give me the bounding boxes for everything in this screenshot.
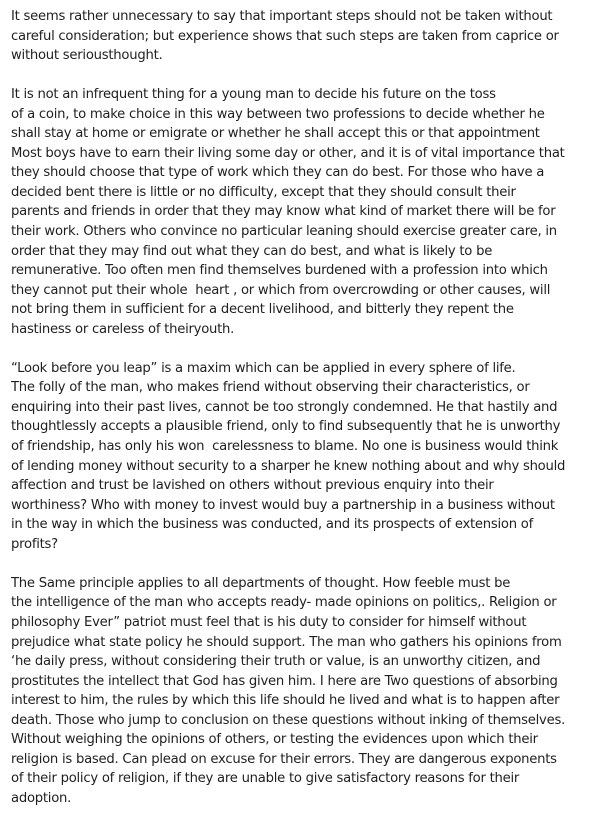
text-line: they should choose that type of work which they can do best. For those who have a — [11, 165, 545, 181]
text-line: order that they may find out what they can do best, and what is likely to be — [11, 243, 493, 259]
text-line: death. Those who jump to conclusion on these questions without inking of themselves. — [11, 712, 566, 728]
text-line: interest to him, the rules by which this life should he lived and what is to happen after — [11, 693, 560, 709]
text-line: worthiness? Who with money to invest would buy a partnership in a business without — [11, 497, 555, 513]
text-line: parents and friends in order that they may know what kind of market there will be for — [11, 204, 556, 220]
text-line: The Same principle applies to all departments of thought. How feeble must be — [11, 575, 511, 591]
text-line: not bring them in sufficient for a decent livelihood, and bitterly they repent the — [11, 302, 514, 318]
text-line: of lending money without security to a sharper he knew nothing about and why should — [11, 458, 566, 474]
text-line: Most boys have to earn their living some day or other, and it is of vital importance that — [11, 145, 565, 161]
text-line: of a coin, to make choice in this way between two professions to decide whether he — [11, 106, 545, 122]
text-line: they cannot put their whole heart , or which from overcrowding or other causes, will — [11, 282, 551, 298]
text-line: religion is based. Can plead on excuse for their errors. They are dangerous exponents — [11, 751, 557, 767]
text-line: careful consideration; but experience shows that such steps are taken from caprice or — [11, 28, 559, 44]
text-line: enquiring into their past lives, cannot be too strongly condemned. He that hastily and — [11, 399, 558, 415]
text-line: shall stay at home or emigrate or whether he shall accept this or that appointment — [11, 126, 540, 142]
paragraph-1 — [11, 7, 590, 66]
text-line: It is not an infrequent thing for a young man to decide his future on the toss — [11, 87, 496, 103]
text-line: “Look before you leap” is a maxim which can be applied in every sphere of life. — [11, 360, 516, 376]
text-line: philosophy Ever” patriot must feel that is his duty to consider for himself without — [11, 614, 527, 630]
text-line: in the way in which the business was conducted, and its prospects of extension of — [11, 517, 534, 533]
paragraph-2 — [11, 85, 590, 339]
text-line: of friendship, has only his won carelessness to blame. No one is business would think — [11, 439, 559, 455]
text-line: decided bent there is little or no difficulty, except that they should consult their — [11, 184, 516, 200]
text-line: profits? — [11, 536, 58, 552]
text-line: thoughtlessly accepts a plausible friend, only to find subsequently that he is unworthy — [11, 419, 561, 435]
text-line: without seriousthought. — [11, 48, 163, 64]
text-line: hastiness or careless of theiryouth. — [11, 321, 235, 337]
text-line: The folly of the man, who makes friend without observing their characteristics, or — [11, 380, 530, 396]
text-line: prostitutes the intellect that God has given him. I here are Two questions of absorbing — [11, 673, 558, 689]
text-line: adoption. — [11, 790, 72, 806]
text-line: affection and trust be lavished on others without previous enquiry into their — [11, 478, 494, 494]
text-line: Without weighing the opinions of others, or testing the evidences upon which their — [11, 732, 538, 748]
text-line: It seems rather unnecessary to say that important steps should not be taken without — [11, 9, 553, 24]
text-line: their work. Others who convince no particular leaning should exercise greater care, in — [11, 224, 557, 240]
paragraph-4 — [11, 574, 590, 809]
text-line: prejudice what state policy he should support. The man who gathers his opinions from — [11, 634, 562, 650]
text-line: the intelligence of the man who accepts ready- made opinions on politics,. Religion or — [11, 595, 557, 611]
text-line: ‘he daily press, without considering their truth or value, is an unworthy citizen, and — [11, 654, 541, 670]
paragraph-3 — [11, 359, 590, 554]
text-line: of their policy of religion, if they are unable to give satisfactory reasons for their — [11, 771, 520, 787]
text-line: remunerative. Too often men find themselves burdened with a profession into which — [11, 263, 548, 279]
